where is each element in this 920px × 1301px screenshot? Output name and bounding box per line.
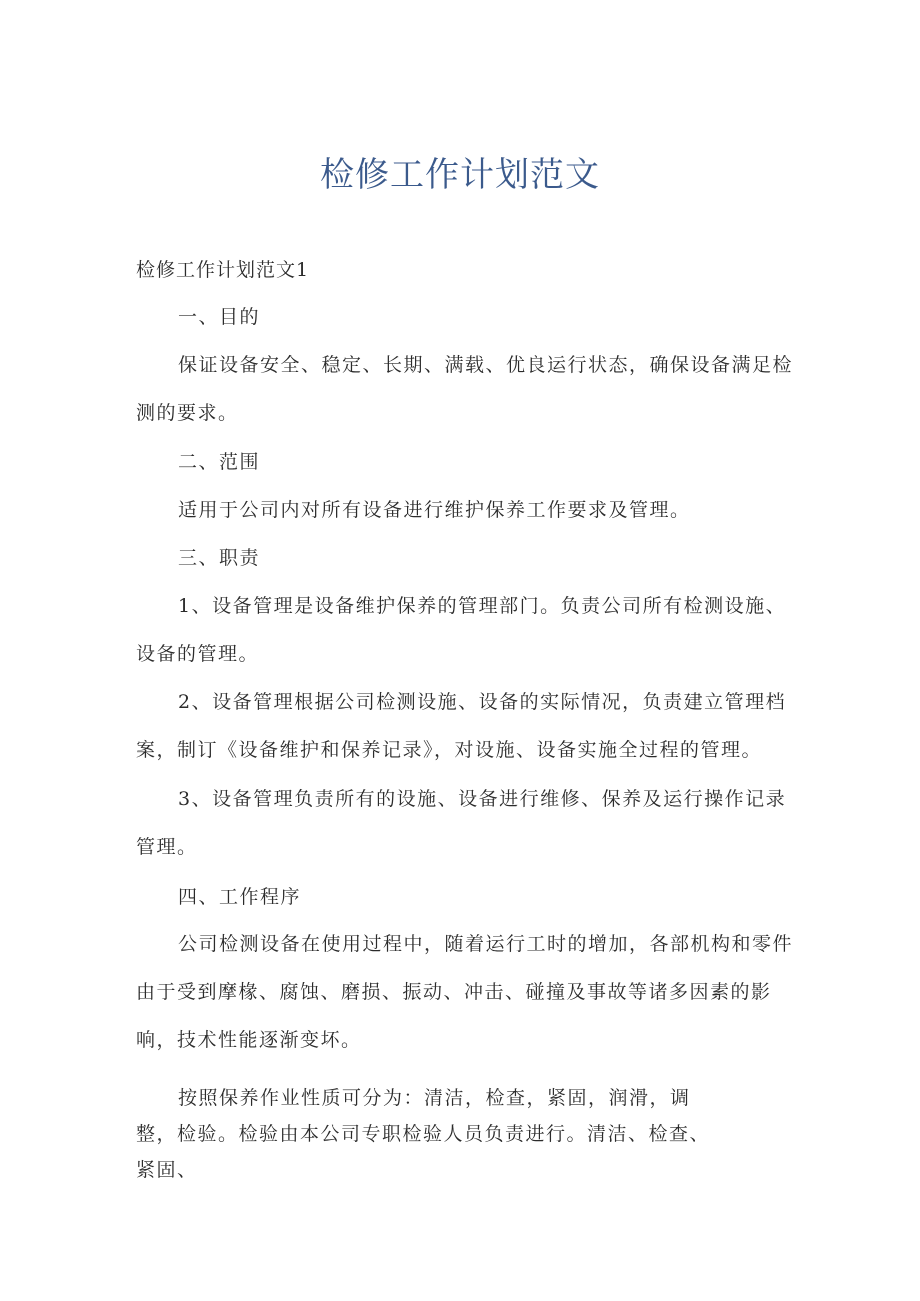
section-heading: 检修工作计划范文1 <box>136 259 310 281</box>
paragraph-procedure-2: 按照保养作业性质可分为：清洁，检查，紧固，润滑，调整，检验。检验由本公司专职检验人员负责进行。清洁、检查、紧固、 <box>136 1087 711 1181</box>
paragraph-procedure-1: 公司检测设备在使用过程中，随着运行工时的增加，各部机构和零件由于受到摩椽、腐蚀、磨损、振动、冲击、碰撞及事故等诸多因素的影响，技术性能逐渐变坏。 <box>136 933 794 1051</box>
paragraph-duty-2: 2、设备管理根据公司检测设施、设备的实际情况，负责建立管理档案，制订《设备维护和保养记录》，对设施、设备实施全过程的管理。 <box>136 691 787 761</box>
heading-procedure: 四、工作程序 <box>178 886 302 908</box>
paragraph-scope: 适用于公司内对所有设备进行维护保养工作要求及管理。 <box>178 499 691 521</box>
heading-duties: 三、职责 <box>178 547 261 569</box>
paragraph-duty-3: 3、设备管理负责所有的设施、设备进行维修、保养及运行操作记录管理。 <box>136 788 787 858</box>
heading-scope: 二、范围 <box>178 451 261 473</box>
document-title: 检修工作计划范文 <box>320 155 600 195</box>
paragraph-duty-1: 1、设备管理是设备维护保养的管理部门。负责公司所有检测设施、设备的管理。 <box>136 595 787 665</box>
paragraph-purpose: 保证设备安全、稳定、长期、满载、优良运行状态，确保设备满足检测的要求。 <box>136 354 794 424</box>
heading-purpose: 一、目的 <box>178 306 261 328</box>
